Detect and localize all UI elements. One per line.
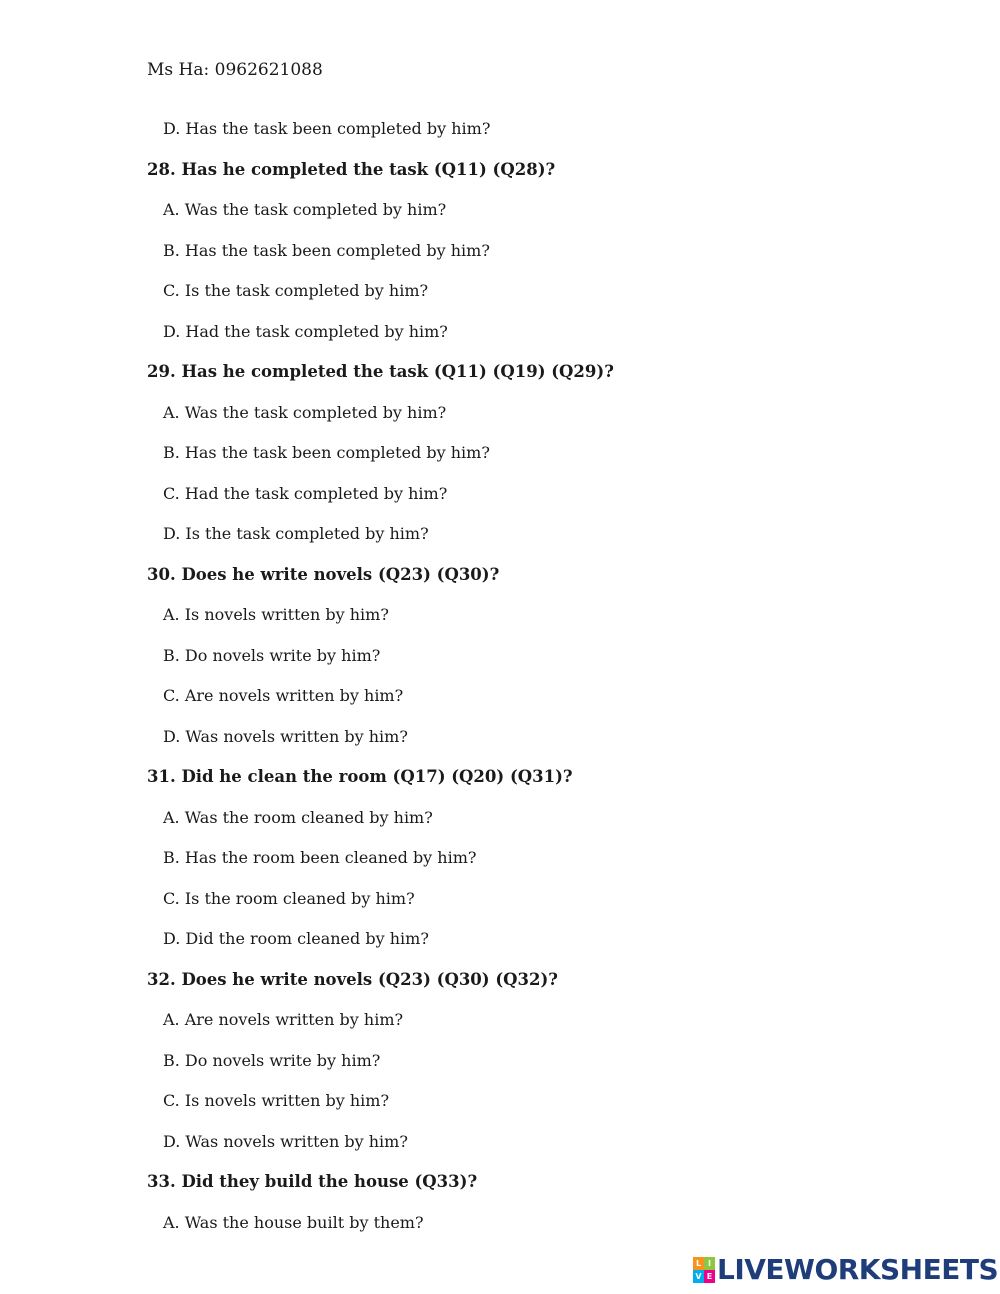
liveworksheets-logo [693, 1254, 998, 1286]
answer-option: B. Has the task been completed by him? [163, 240, 490, 260]
logo-letter: L [693, 1257, 704, 1270]
worksheet-content [147, 118, 907, 1252]
answer-option: D. Was novels written by him? [163, 1131, 408, 1151]
answer-option: A. Was the room cleaned by him? [163, 807, 433, 827]
question-30: 30. Does he write novels (Q23) (Q30)? [147, 564, 500, 584]
answer-option: B. Do novels write by him? [163, 645, 381, 665]
answer-option: A. Was the task completed by him? [163, 200, 447, 219]
answer-option: A. Was the house built by them? [163, 1212, 424, 1232]
answer-option: D. Had the task completed by him? [163, 321, 448, 341]
answer-option: B. Has the task been completed by him? [163, 443, 490, 462]
answer-option: A. Was the task completed by him? [163, 402, 447, 422]
answer-option: B. Do novels write by him? [163, 1050, 381, 1070]
answer-option: C. Is novels written by him? [163, 1091, 390, 1110]
header-contact: Ms Ha: 0962621088 [147, 60, 323, 80]
logo-letter: E [704, 1270, 715, 1283]
question-32: 32. Does he write novels (Q23) (Q30) (Q32)? [147, 969, 558, 989]
answer-option: D. Has the task been completed by him? [163, 119, 491, 138]
question-31: 31. Did he clean the room (Q17) (Q20) (Q31)? [147, 767, 573, 786]
liveworksheets-logo-icon [693, 1257, 715, 1283]
logo-text: LIVEWORKSHEETS [717, 1253, 999, 1286]
answer-option: C. Are novels written by him? [163, 686, 404, 705]
answer-option: C. Is the room cleaned by him? [163, 888, 415, 908]
answer-option: D. Was novels written by him? [163, 726, 408, 746]
question-33: 33. Did they build the house (Q33)? [147, 1172, 478, 1191]
answer-option: D. Did the room cleaned by him? [163, 929, 429, 948]
answer-option: B. Has the room been cleaned by him? [163, 848, 477, 867]
answer-option: C. Is the task completed by him? [163, 281, 429, 300]
answer-option: A. Are novels written by him? [163, 1010, 404, 1029]
question-28: 28. Has he completed the task (Q11) (Q28)? [147, 159, 556, 179]
logo-letter: V [693, 1270, 704, 1283]
question-29: 29. Has he completed the task (Q11) (Q19) (Q29)? [147, 362, 614, 381]
logo-letter: I [704, 1257, 715, 1270]
answer-option: C. Had the task completed by him? [163, 483, 448, 503]
answer-option: D. Is the task completed by him? [163, 524, 429, 543]
answer-option: A. Is novels written by him? [163, 605, 389, 624]
